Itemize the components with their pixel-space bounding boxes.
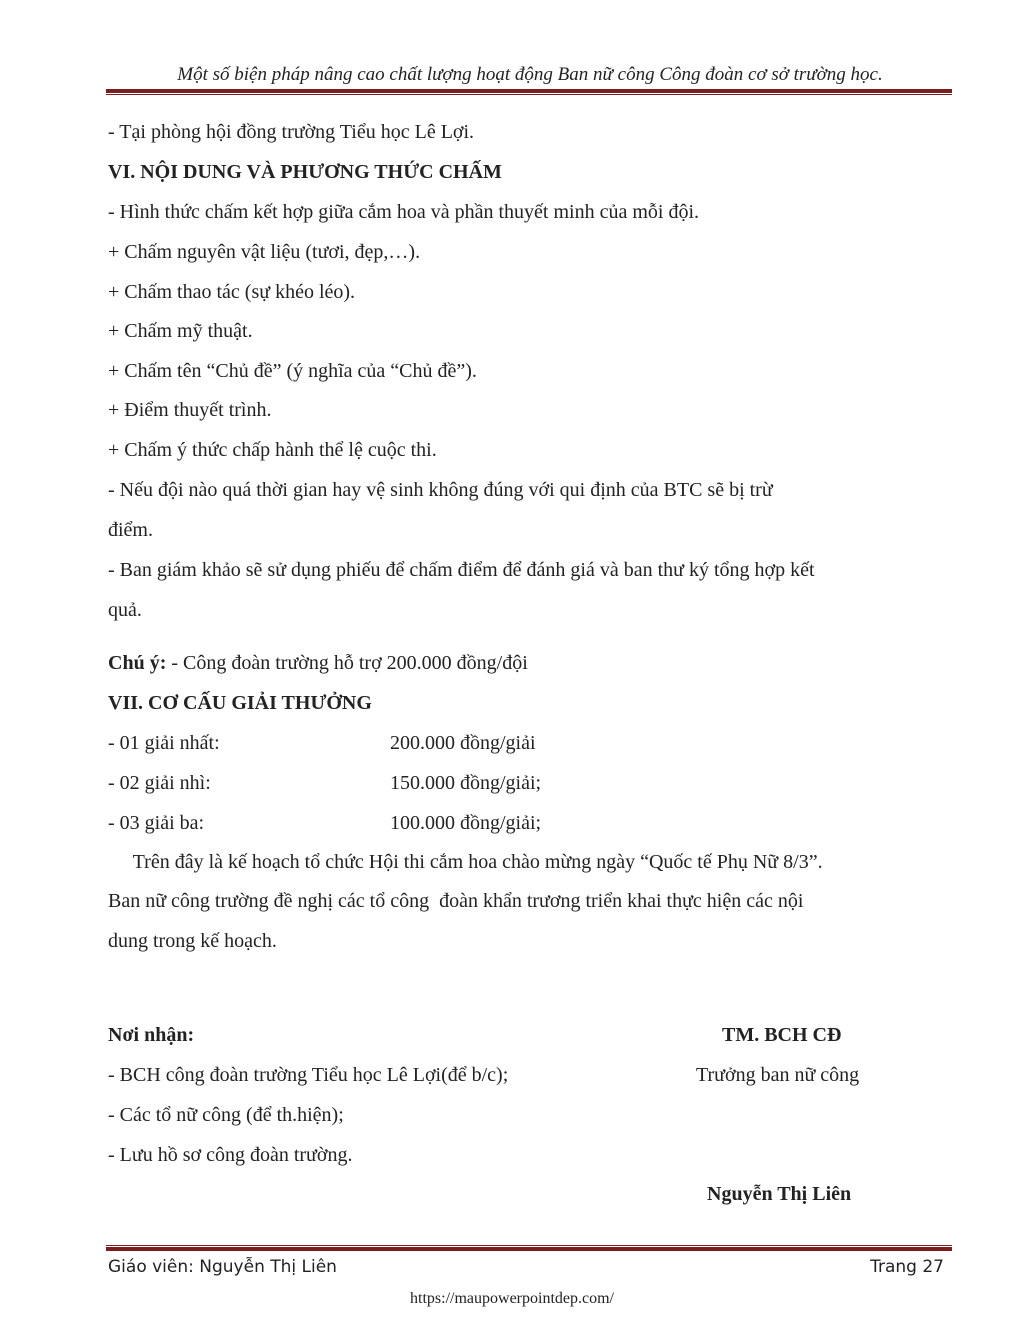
criteria-item: + Chấm nguyên vật liệu (tươi, đẹp,…). <box>108 241 421 263</box>
criteria-item: + Chấm ý thức chấp hành thể lệ cuộc thi. <box>108 439 437 461</box>
closing-line-1: Trên đây là kế hoạch tổ chức Hội thi cắm hoa chào mừng ngày “Quốc tế Phụ Nữ 8/3”. <box>108 851 823 873</box>
footer-page-number: Trang 27 <box>870 1257 944 1277</box>
penalty-line-2: điểm. <box>108 519 153 541</box>
footer-url-link[interactable]: https://maupowerpointdep.com/ <box>410 1290 614 1307</box>
recipients-heading: Nơi nhận: <box>108 1024 195 1046</box>
recipient-item: - BCH công đoàn trường Tiểu học Lê Lợi(để b/c); <box>108 1064 509 1086</box>
header-rule-thick <box>106 89 952 93</box>
closing-line-3: dung trong kế hoạch. <box>108 930 277 952</box>
criteria-item: + Điểm thuyết trình. <box>108 399 272 421</box>
running-header-title: Một số biện pháp nâng cao chất lượng hoạt động Ban nữ công Công đoàn cơ sở trường học. <box>177 64 883 85</box>
location-line: - Tại phòng hội đồng trường Tiểu học Lê Lợi. <box>108 121 475 143</box>
footer-rule-thin <box>106 1245 952 1246</box>
prize-amount: 100.000 đồng/giải; <box>390 812 542 834</box>
judges-line-1: - Ban giám khảo sẽ sử dụng phiếu để chấm điểm để đánh giá và ban thư ký tổng hợp kết <box>108 559 815 581</box>
recipient-item: - Lưu hồ sơ công đoàn trường. <box>108 1144 353 1166</box>
footer-rule-thick <box>106 1247 952 1251</box>
note-line <box>108 651 528 675</box>
criteria-item: + Chấm mỹ thuật. <box>108 320 253 342</box>
footer-rule <box>106 1245 952 1251</box>
prize-amount: 150.000 đồng/giải; <box>390 772 542 794</box>
prize-label: - 01 giải nhất: <box>108 732 220 754</box>
criteria-item: + Chấm tên “Chủ đề” (ý nghĩa của “Chủ đề”). <box>108 360 477 382</box>
note-text: - Công đoàn trường hỗ trợ 200.000 đồng/đội <box>166 652 528 674</box>
section-vi-heading: VI. NỘI DUNG VÀ PHƯƠNG THỨC CHẤM <box>108 161 502 183</box>
recipient-item: - Các tổ nữ công (để th.hiện); <box>108 1104 344 1126</box>
signature-org: TM. BCH CĐ <box>722 1024 842 1046</box>
signature-role: Trưởng ban nữ công <box>696 1064 860 1086</box>
penalty-line-1: - Nếu đội nào quá thời gian hay vệ sinh không đúng với qui định của BTC sẽ bị trừ <box>108 479 773 501</box>
header-rule <box>106 89 952 95</box>
closing-line-2: Ban nữ công trường đề nghị các tổ công đoàn khẩn trương triển khai thực hiện các nội <box>108 890 804 912</box>
section-vii-heading: VII. CƠ CẤU GIẢI THƯỞNG <box>108 692 372 714</box>
prize-label: - 02 giải nhì: <box>108 772 211 794</box>
signature-name: Nguyễn Thị Liên <box>707 1183 852 1205</box>
criteria-item: + Chấm thao tác (sự khéo léo). <box>108 281 356 303</box>
judges-line-2: quả. <box>108 599 142 621</box>
header-rule-thin <box>106 94 952 95</box>
prize-label: - 03 giải ba: <box>108 812 205 834</box>
note-label: Chú ý: <box>108 652 167 674</box>
prize-amount: 200.000 đồng/giải <box>390 732 536 754</box>
scoring-intro: - Hình thức chấm kết hợp giữa cắm hoa và phần thuyết minh của mỗi đội. <box>108 201 699 223</box>
footer-teacher: Giáo viên: Nguyễn Thị Liên <box>108 1257 337 1277</box>
